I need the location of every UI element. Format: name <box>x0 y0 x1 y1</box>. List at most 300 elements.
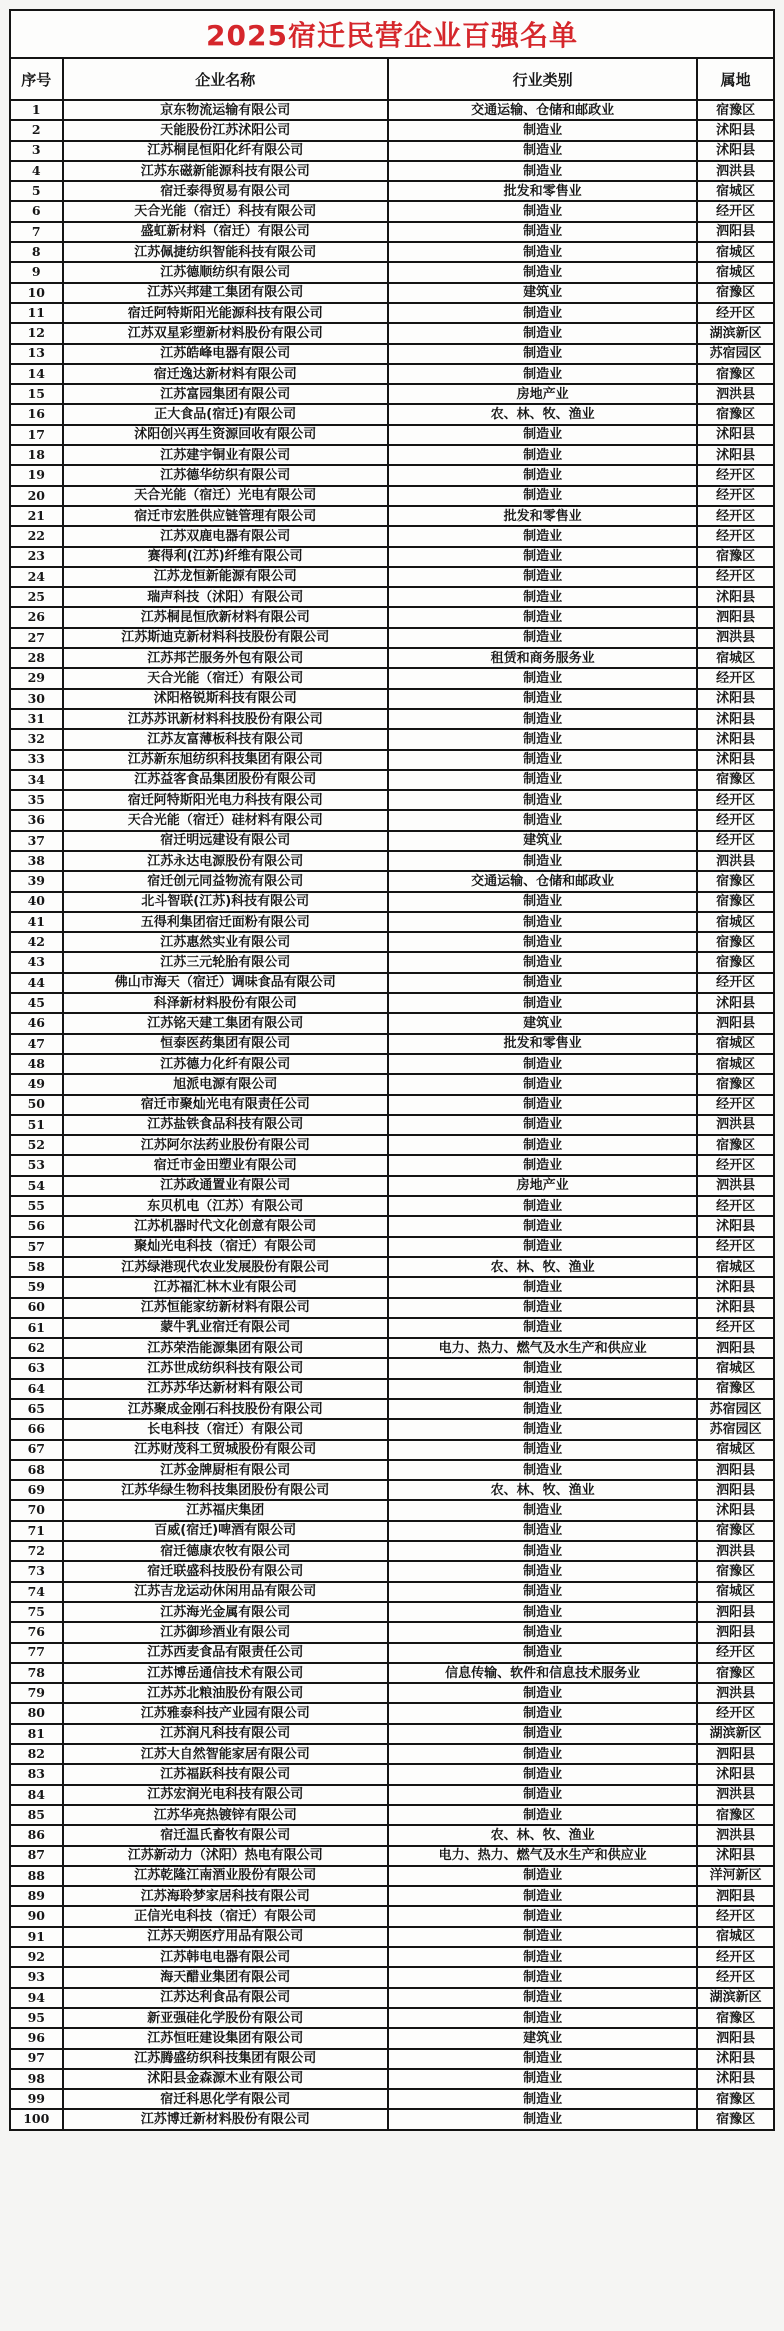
industry-cell: 制造业 <box>388 1764 697 1784</box>
region-cell: 宿城区 <box>697 1257 774 1277</box>
industry-cell: 建筑业 <box>388 831 697 851</box>
region-cell: 宿城区 <box>697 1054 774 1074</box>
company-name-cell: 赛得利(江苏)纤维有限公司 <box>63 547 388 567</box>
company-name-cell: 江苏福庆集团 <box>63 1500 388 1520</box>
region-cell: 沭阳县 <box>697 120 774 140</box>
rank-cell: 50 <box>10 1095 63 1115</box>
table-row <box>10 141 774 161</box>
industry-cell: 制造业 <box>388 1744 697 1764</box>
company-name-cell: 正大食品(宿迁)有限公司 <box>63 404 388 424</box>
rank-cell: 52 <box>10 1135 63 1155</box>
industry-cell: 制造业 <box>388 1074 697 1094</box>
region-cell: 宿城区 <box>697 242 774 262</box>
rank-cell: 33 <box>10 750 63 770</box>
industry-cell: 制造业 <box>388 1318 697 1338</box>
table-row <box>10 1379 774 1399</box>
rank-cell: 20 <box>10 486 63 506</box>
company-name-cell: 江苏三元轮胎有限公司 <box>63 952 388 972</box>
company-name-cell: 宿迁联盛科技股份有限公司 <box>63 1561 388 1581</box>
region-cell: 宿豫区 <box>697 1379 774 1399</box>
table-row <box>10 303 774 323</box>
company-name-cell: 京东物流运输有限公司 <box>63 100 388 120</box>
table-row <box>10 201 774 221</box>
table-row <box>10 668 774 688</box>
company-name-cell: 新亚强硅化学股份有限公司 <box>63 2008 388 2028</box>
company-name-cell: 天合光能（宿迁）硅材料有限公司 <box>63 810 388 830</box>
table-row <box>10 628 774 648</box>
company-name-cell: 江苏绿港现代农业发展股份有限公司 <box>63 1257 388 1277</box>
table-row <box>10 1500 774 1520</box>
company-name-cell: 宿迁温氏畜牧有限公司 <box>63 1825 388 1845</box>
company-name-cell: 科泽新材料股份有限公司 <box>63 993 388 1013</box>
company-name-cell: 盛虹新材料（宿迁）有限公司 <box>63 222 388 242</box>
company-name-cell: 江苏铭天建工集团有限公司 <box>63 1013 388 1033</box>
region-cell: 经开区 <box>697 303 774 323</box>
industry-cell: 制造业 <box>388 1399 697 1419</box>
company-name-cell: 天合光能（宿迁）光电有限公司 <box>63 486 388 506</box>
table-row <box>10 1176 774 1196</box>
region-cell: 沭阳县 <box>697 729 774 749</box>
table-row <box>10 161 774 181</box>
region-cell: 泗洪县 <box>697 1541 774 1561</box>
table-row <box>10 283 774 303</box>
table-row <box>10 2109 774 2129</box>
table-row <box>10 851 774 871</box>
rank-cell: 94 <box>10 1988 63 2008</box>
table-row <box>10 1358 774 1378</box>
company-name-cell: 江苏桐昆恒阳化纤有限公司 <box>63 141 388 161</box>
company-name-cell: 江苏海光金属有限公司 <box>63 1602 388 1622</box>
column-header-rank: 序号 <box>10 58 63 100</box>
rank-cell: 57 <box>10 1237 63 1257</box>
table-row <box>10 1561 774 1581</box>
rank-cell: 86 <box>10 1825 63 1845</box>
industry-cell: 制造业 <box>388 1724 697 1744</box>
table-row <box>10 2049 774 2069</box>
region-cell: 沭阳县 <box>697 689 774 709</box>
table-row <box>10 790 774 810</box>
region-cell: 宿豫区 <box>697 1074 774 1094</box>
company-name-cell: 江苏华亮热镀锌有限公司 <box>63 1805 388 1825</box>
rank-cell: 48 <box>10 1054 63 1074</box>
industry-cell: 建筑业 <box>388 1013 697 1033</box>
region-cell: 泗洪县 <box>697 851 774 871</box>
region-cell: 沭阳县 <box>697 750 774 770</box>
company-name-cell: 沭阳格锐斯科技有限公司 <box>63 689 388 709</box>
rank-cell: 80 <box>10 1703 63 1723</box>
company-name-cell: 江苏润凡科技有限公司 <box>63 1724 388 1744</box>
table-row <box>10 344 774 364</box>
table-row <box>10 526 774 546</box>
rank-cell: 77 <box>10 1643 63 1663</box>
table-row <box>10 729 774 749</box>
table-row <box>10 1277 774 1297</box>
industry-cell: 制造业 <box>388 303 697 323</box>
rank-cell: 38 <box>10 851 63 871</box>
industry-cell: 制造业 <box>388 547 697 567</box>
company-name-cell: 江苏华绿生物科技集团股份有限公司 <box>63 1480 388 1500</box>
industry-cell: 制造业 <box>388 1500 697 1520</box>
table-row <box>10 1602 774 1622</box>
rank-cell: 53 <box>10 1155 63 1175</box>
rank-cell: 46 <box>10 1013 63 1033</box>
rank-cell: 85 <box>10 1805 63 1825</box>
table-row <box>10 1318 774 1338</box>
table-row <box>10 648 774 668</box>
company-name-cell: 江苏苏北粮油股份有限公司 <box>63 1683 388 1703</box>
industry-cell: 制造业 <box>388 1358 697 1378</box>
rank-cell: 95 <box>10 2008 63 2028</box>
rank-cell: 14 <box>10 364 63 384</box>
industry-cell: 制造业 <box>388 1521 697 1541</box>
company-name-cell: 宿迁逸达新材料有限公司 <box>63 364 388 384</box>
industry-cell: 制造业 <box>388 790 697 810</box>
table-row <box>10 1257 774 1277</box>
company-name-cell: 江苏恒旺建设集团有限公司 <box>63 2028 388 2048</box>
table-row <box>10 770 774 790</box>
company-name-cell: 江苏政通置业有限公司 <box>63 1176 388 1196</box>
column-header-industry: 行业类别 <box>388 58 697 100</box>
region-cell: 宿豫区 <box>697 892 774 912</box>
rank-cell: 66 <box>10 1419 63 1439</box>
table-row <box>10 952 774 972</box>
rank-cell: 68 <box>10 1460 63 1480</box>
table-row <box>10 1480 774 1500</box>
rank-cell: 18 <box>10 445 63 465</box>
rank-cell: 79 <box>10 1683 63 1703</box>
company-name-cell: 江苏建宇铜业有限公司 <box>63 445 388 465</box>
table-row <box>10 1663 774 1683</box>
rank-cell: 100 <box>10 2109 63 2129</box>
company-name-cell: 江苏聚成金刚石科技股份有限公司 <box>63 1399 388 1419</box>
region-cell: 经开区 <box>697 1703 774 1723</box>
industry-cell: 制造业 <box>388 607 697 627</box>
industry-cell: 农、林、牧、渔业 <box>388 1257 697 1277</box>
rank-cell: 73 <box>10 1561 63 1581</box>
rank-cell: 35 <box>10 790 63 810</box>
region-cell: 经开区 <box>697 1967 774 1987</box>
company-name-cell: 天能股份江苏沭阳公司 <box>63 120 388 140</box>
industry-cell: 制造业 <box>388 1947 697 1967</box>
region-cell: 宿豫区 <box>697 2008 774 2028</box>
rank-cell: 93 <box>10 1967 63 1987</box>
industry-cell: 制造业 <box>388 344 697 364</box>
region-cell: 经开区 <box>697 1643 774 1663</box>
rank-cell: 4 <box>10 161 63 181</box>
industry-cell: 批发和零售业 <box>388 181 697 201</box>
table-row <box>10 1805 774 1825</box>
industry-cell: 农、林、牧、渔业 <box>388 404 697 424</box>
table-row <box>10 1622 774 1642</box>
company-name-cell: 江苏福跃科技有限公司 <box>63 1764 388 1784</box>
industry-cell: 制造业 <box>388 120 697 140</box>
region-cell: 苏宿园区 <box>697 1399 774 1419</box>
industry-cell: 制造业 <box>388 1866 697 1886</box>
table-row <box>10 425 774 445</box>
industry-cell: 批发和零售业 <box>388 1034 697 1054</box>
industry-cell: 制造业 <box>388 770 697 790</box>
table-row <box>10 1967 774 1987</box>
industry-cell: 制造业 <box>388 1095 697 1115</box>
industry-cell: 房地产业 <box>388 384 697 404</box>
region-cell: 宿豫区 <box>697 1521 774 1541</box>
company-name-cell: 旭派电源有限公司 <box>63 1074 388 1094</box>
region-cell: 泗阳县 <box>697 1602 774 1622</box>
company-name-cell: 海天醋业集团有限公司 <box>63 1967 388 1987</box>
table-row <box>10 547 774 567</box>
rank-cell: 82 <box>10 1744 63 1764</box>
region-cell: 经开区 <box>697 790 774 810</box>
industry-cell: 制造业 <box>388 364 697 384</box>
table-row <box>10 1440 774 1460</box>
table-row <box>10 1927 774 1947</box>
region-cell: 苏宿园区 <box>697 1419 774 1439</box>
rank-cell: 81 <box>10 1724 63 1744</box>
industry-cell: 批发和零售业 <box>388 506 697 526</box>
region-cell: 宿城区 <box>697 1034 774 1054</box>
rank-cell: 30 <box>10 689 63 709</box>
rank-cell: 17 <box>10 425 63 445</box>
rank-cell: 91 <box>10 1927 63 1947</box>
region-cell: 洋河新区 <box>697 1866 774 1886</box>
page-title: 2025宿迁民营企业百强名单 <box>10 10 774 58</box>
table-row <box>10 262 774 282</box>
region-cell: 宿豫区 <box>697 2109 774 2129</box>
industry-cell: 制造业 <box>388 465 697 485</box>
region-cell: 泗洪县 <box>697 161 774 181</box>
region-cell: 宿豫区 <box>697 871 774 891</box>
region-cell: 宿豫区 <box>697 1135 774 1155</box>
table-row <box>10 1399 774 1419</box>
company-name-cell: 蒙牛乳业宿迁有限公司 <box>63 1318 388 1338</box>
region-cell: 泗阳县 <box>697 1744 774 1764</box>
rank-cell: 75 <box>10 1602 63 1622</box>
industry-cell: 制造业 <box>388 1541 697 1561</box>
industry-cell: 制造业 <box>388 1115 697 1135</box>
company-name-cell: 江苏世成纺织科技有限公司 <box>63 1358 388 1378</box>
industry-cell: 制造业 <box>388 2069 697 2089</box>
table-row <box>10 892 774 912</box>
region-cell: 沭阳县 <box>697 587 774 607</box>
table-row <box>10 912 774 932</box>
table-row <box>10 709 774 729</box>
rank-cell: 24 <box>10 567 63 587</box>
industry-cell: 制造业 <box>388 222 697 242</box>
company-name-cell: 宿迁阿特斯阳光能源科技有限公司 <box>63 303 388 323</box>
region-cell: 宿豫区 <box>697 770 774 790</box>
company-name-cell: 江苏德力化纤有限公司 <box>63 1054 388 1074</box>
company-name-cell: 东贝机电（江苏）有限公司 <box>63 1196 388 1216</box>
company-name-cell: 沭阳县金森源木业有限公司 <box>63 2069 388 2089</box>
industry-cell: 制造业 <box>388 628 697 648</box>
region-cell: 经开区 <box>697 1196 774 1216</box>
rank-cell: 65 <box>10 1399 63 1419</box>
region-cell: 泗洪县 <box>697 1785 774 1805</box>
rank-cell: 3 <box>10 141 63 161</box>
industry-cell: 租赁和商务服务业 <box>388 648 697 668</box>
company-name-cell: 江苏皓峰电器有限公司 <box>63 344 388 364</box>
region-cell: 宿豫区 <box>697 100 774 120</box>
industry-cell: 制造业 <box>388 1622 697 1642</box>
region-cell: 沭阳县 <box>697 1277 774 1297</box>
rank-cell: 42 <box>10 932 63 952</box>
region-cell: 宿城区 <box>697 181 774 201</box>
region-cell: 经开区 <box>697 506 774 526</box>
company-name-cell: 宿迁明远建设有限公司 <box>63 831 388 851</box>
region-cell: 宿城区 <box>697 1582 774 1602</box>
table-row <box>10 1886 774 1906</box>
table-row <box>10 1054 774 1074</box>
industry-cell: 制造业 <box>388 567 697 587</box>
table-row <box>10 1155 774 1175</box>
table-row <box>10 486 774 506</box>
rank-cell: 92 <box>10 1947 63 1967</box>
table-row <box>10 2069 774 2089</box>
industry-cell: 制造业 <box>388 2109 697 2129</box>
table-row <box>10 1419 774 1439</box>
rank-cell: 47 <box>10 1034 63 1054</box>
region-cell: 沭阳县 <box>697 445 774 465</box>
industry-cell: 制造业 <box>388 526 697 546</box>
industry-cell: 制造业 <box>388 1155 697 1175</box>
industry-cell: 制造业 <box>388 1419 697 1439</box>
rank-cell: 41 <box>10 912 63 932</box>
company-name-cell: 宿迁市聚灿光电有限责任公司 <box>63 1095 388 1115</box>
rank-cell: 90 <box>10 1906 63 1926</box>
rank-cell: 28 <box>10 648 63 668</box>
rank-cell: 72 <box>10 1541 63 1561</box>
company-name-cell: 江苏兴邦建工集团有限公司 <box>63 283 388 303</box>
table-title-row <box>10 10 774 58</box>
industry-cell: 制造业 <box>388 161 697 181</box>
region-cell: 经开区 <box>697 810 774 830</box>
company-name-cell: 江苏佩捷纺织智能科技有限公司 <box>63 242 388 262</box>
region-cell: 经开区 <box>697 1155 774 1175</box>
industry-cell: 制造业 <box>388 587 697 607</box>
industry-cell: 制造业 <box>388 1237 697 1257</box>
region-cell: 湖滨新区 <box>697 1724 774 1744</box>
company-name-cell: 江苏永达电源股份有限公司 <box>63 851 388 871</box>
top100-enterprise-table <box>9 9 775 2131</box>
region-cell: 泗洪县 <box>697 628 774 648</box>
company-name-cell: 江苏博迁新材料股份有限公司 <box>63 2109 388 2129</box>
region-cell: 泗阳县 <box>697 1622 774 1642</box>
region-cell: 经开区 <box>697 1237 774 1257</box>
company-name-cell: 江苏邦芒服务外包有限公司 <box>63 648 388 668</box>
company-name-cell: 江苏惠然实业有限公司 <box>63 932 388 952</box>
industry-cell: 制造业 <box>388 242 697 262</box>
company-name-cell: 江苏友富薄板科技有限公司 <box>63 729 388 749</box>
company-name-cell: 江苏海聆梦家居科技有限公司 <box>63 1886 388 1906</box>
rank-cell: 44 <box>10 973 63 993</box>
table-row <box>10 1115 774 1135</box>
rank-cell: 7 <box>10 222 63 242</box>
region-cell: 沭阳县 <box>697 1298 774 1318</box>
rank-cell: 76 <box>10 1622 63 1642</box>
industry-cell: 制造业 <box>388 892 697 912</box>
region-cell: 湖滨新区 <box>697 1988 774 2008</box>
industry-cell: 制造业 <box>388 1967 697 1987</box>
company-name-cell: 宿迁市金田塑业有限公司 <box>63 1155 388 1175</box>
rank-cell: 39 <box>10 871 63 891</box>
rank-cell: 16 <box>10 404 63 424</box>
rank-cell: 31 <box>10 709 63 729</box>
rank-cell: 32 <box>10 729 63 749</box>
region-cell: 沭阳县 <box>697 2049 774 2069</box>
company-name-cell: 江苏龙恒新能源有限公司 <box>63 567 388 587</box>
rank-cell: 5 <box>10 181 63 201</box>
industry-cell: 制造业 <box>388 668 697 688</box>
rank-cell: 43 <box>10 952 63 972</box>
industry-cell: 制造业 <box>388 1906 697 1926</box>
company-name-cell: 长电科技（宿迁）有限公司 <box>63 1419 388 1439</box>
industry-cell: 制造业 <box>388 912 697 932</box>
table-row <box>10 1744 774 1764</box>
company-name-cell: 北斗智联(江苏)科技有限公司 <box>63 892 388 912</box>
industry-cell: 制造业 <box>388 1460 697 1480</box>
table-row <box>10 465 774 485</box>
table-row <box>10 1906 774 1926</box>
company-name-cell: 江苏双星彩塑新材料股份有限公司 <box>63 323 388 343</box>
industry-cell: 制造业 <box>388 1561 697 1581</box>
company-name-cell: 江苏宏润光电科技有限公司 <box>63 1785 388 1805</box>
rank-cell: 15 <box>10 384 63 404</box>
rank-cell: 87 <box>10 1846 63 1866</box>
company-name-cell: 江苏德华纺织有限公司 <box>63 465 388 485</box>
region-cell: 泗阳县 <box>697 2028 774 2048</box>
industry-cell: 制造业 <box>388 810 697 830</box>
table-row <box>10 1196 774 1216</box>
company-name-cell: 江苏腾盛纺织科技集团有限公司 <box>63 2049 388 2069</box>
rank-cell: 70 <box>10 1500 63 1520</box>
industry-cell: 电力、热力、燃气及水生产和供应业 <box>388 1846 697 1866</box>
industry-cell: 制造业 <box>388 1785 697 1805</box>
company-name-cell: 宿迁德康农牧有限公司 <box>63 1541 388 1561</box>
rank-cell: 84 <box>10 1785 63 1805</box>
table-row <box>10 587 774 607</box>
company-name-cell: 江苏苏华达新材料有限公司 <box>63 1379 388 1399</box>
industry-cell: 制造业 <box>388 1216 697 1236</box>
rank-cell: 9 <box>10 262 63 282</box>
rank-cell: 26 <box>10 607 63 627</box>
region-cell: 泗洪县 <box>697 1683 774 1703</box>
table-row <box>10 181 774 201</box>
table-row <box>10 1074 774 1094</box>
industry-cell: 制造业 <box>388 1440 697 1460</box>
company-name-cell: 江苏御珍酒业有限公司 <box>63 1622 388 1642</box>
region-cell: 宿豫区 <box>697 1805 774 1825</box>
table-row <box>10 871 774 891</box>
region-cell: 湖滨新区 <box>697 323 774 343</box>
company-name-cell: 江苏益客食品集团股份有限公司 <box>63 770 388 790</box>
rank-cell: 67 <box>10 1440 63 1460</box>
region-cell: 宿城区 <box>697 262 774 282</box>
table-row <box>10 323 774 343</box>
table-row <box>10 100 774 120</box>
industry-cell: 制造业 <box>388 729 697 749</box>
region-cell: 沭阳县 <box>697 1846 774 1866</box>
rank-cell: 37 <box>10 831 63 851</box>
region-cell: 泗阳县 <box>697 1480 774 1500</box>
industry-cell: 制造业 <box>388 1703 697 1723</box>
table-row <box>10 1095 774 1115</box>
region-cell: 宿豫区 <box>697 1663 774 1683</box>
rank-cell: 34 <box>10 770 63 790</box>
table-row <box>10 1643 774 1663</box>
company-name-cell: 佛山市海天（宿迁）调味食品有限公司 <box>63 973 388 993</box>
company-name-cell: 江苏博岳通信技术有限公司 <box>63 1663 388 1683</box>
company-name-cell: 江苏大自然智能家居有限公司 <box>63 1744 388 1764</box>
